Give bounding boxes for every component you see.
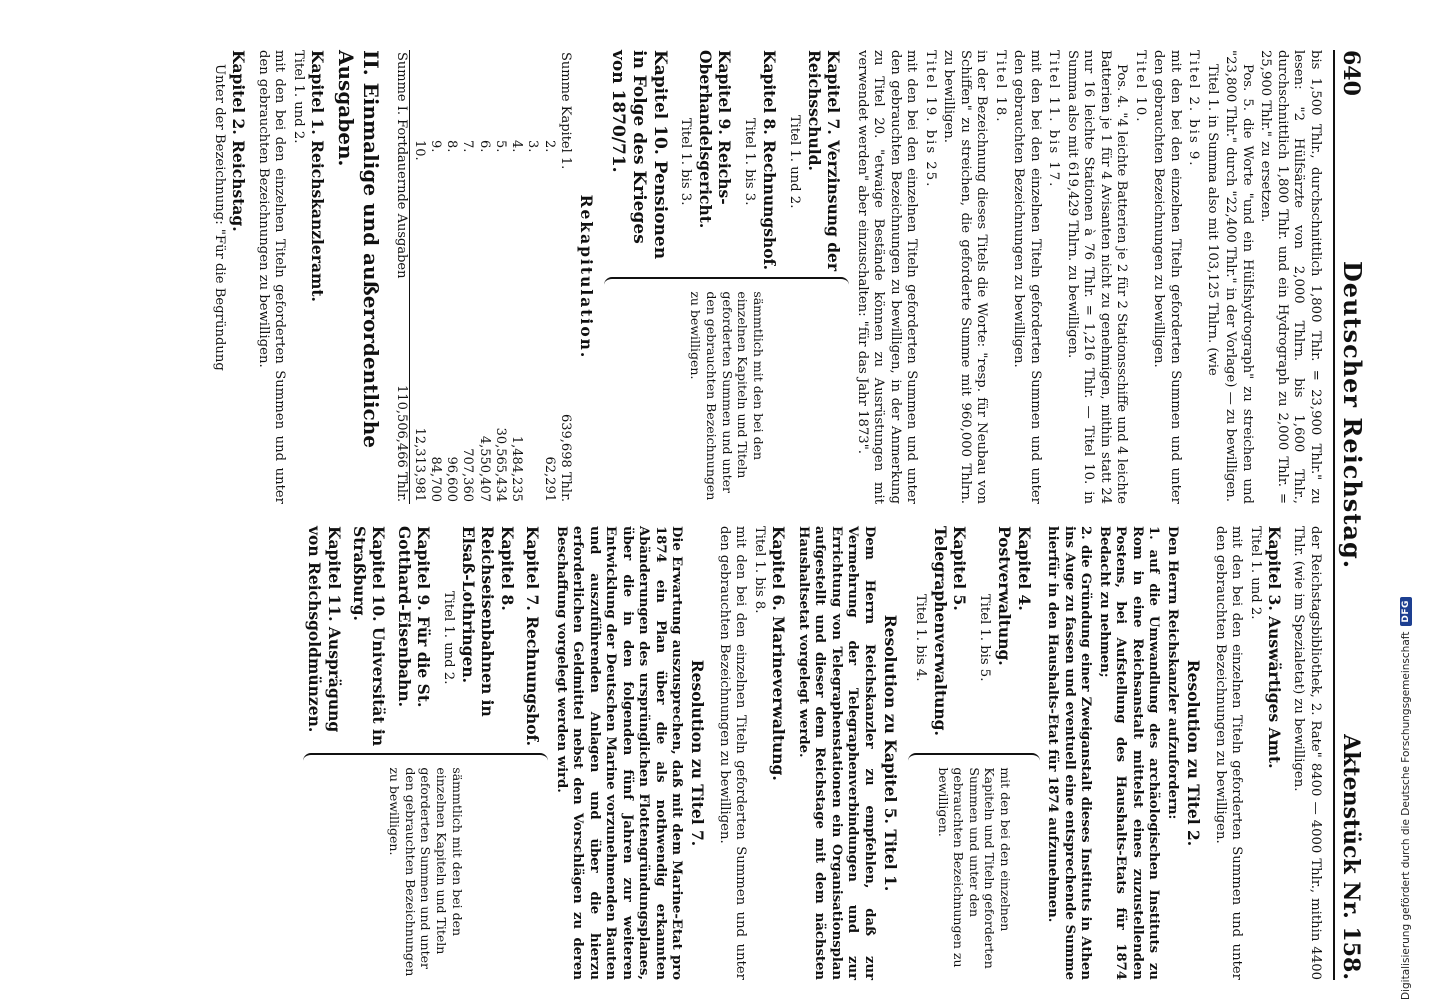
chapter-list: [908, 526, 1040, 749]
title-reference: Titel 2. bis 9.: [1186, 50, 1202, 168]
title-reference: Titel 1. und 2.: [290, 50, 306, 144]
recap-row: [476, 50, 492, 504]
page-header: [1333, 50, 1367, 980]
recap-value: [524, 348, 540, 504]
recap-heading: Rekapitulation.: [577, 194, 597, 360]
resolution-item: 1. auf die Umwandlung des archäologischen Instituts zu Rom in eine Reichsanstalt mittelst eines zuzustellenden Postens, bei Aufstellung des Haushalts-Etats für 1874 Bedacht zu nehmen;: [1096, 526, 1162, 980]
chapter-heading: Kapitel 10. Pensionen in Folge des Krieges von 1870/71.: [607, 50, 671, 260]
recap-row: [492, 50, 508, 504]
recap-value: 62,291: [541, 456, 557, 502]
recap-row: [508, 50, 524, 504]
resolution-heading: Resolution zu Titel 2.: [1184, 659, 1204, 847]
rotated-page: [75, 0, 1375, 1000]
chapter-heading: Kapitel 11. Ausprägung von Reichsgoldmünzen.: [305, 526, 344, 733]
recap-row: [524, 50, 540, 504]
paragraph: mit den bei den einzelnen Titeln geforderten Summen und unter den gebrauchten Bezeichnungen zu bewilligen.: [1011, 50, 1043, 504]
paragraph: Unter der Bezeichnung: "Für die Begründung: [212, 64, 227, 371]
recap-total-value: 110,506,466 Thlr.: [393, 348, 410, 504]
recap-label: 5.: [493, 140, 508, 153]
resolution-heading: Resolution zu Kapitel 5. Titel 1.: [881, 614, 901, 892]
credit-text: Digitalisierung gefördert durch die Deutsche Forschungsgemeinschaft: [1400, 631, 1412, 1000]
title-reference: Titel 1. und 2.: [786, 114, 802, 209]
resolution-text: Dem Herrn Reichskanzler zu empfehlen, daß zur Vermehrung der Telegraphenverbindungen und zur Errichtung von Telegraphenstationen ein Organisationsplan aufgestellt und dieser dem Reichstage mit dem nächsten Haushaltsetat vorgelegt werde.: [795, 526, 877, 980]
chapter-heading: Kapitel 9. Für die St. Gotthard-Eisenbahn.: [394, 526, 434, 708]
title-reference: Titel 19. bis 25.: [923, 50, 938, 189]
recap-value: 1,484,235: [509, 435, 525, 502]
recap-label: 2.: [541, 140, 557, 153]
resolution-text: Die Erwartung auszusprechen, daß mit dem Marine-Etat pro 1874 ein Plan über die als nothwendig erkannten Abänderungen des ursprünglichen Flottengründungsplanes, über die in den folgenden fünf Jahren zur weiteren Entwicklung der Deutschen Marine vorzunehmenden Bauten und auszuführenden Anlagen und über die hierzu erforderlichen Geldmittel nebst den Vorschlägen zu deren Beschaffung vorgelegt werden wird.: [553, 526, 685, 980]
chapter-group: [908, 526, 1040, 980]
paragraph: Titel 1. in Summa also mit 103,125 Thlrn. (wie: [1205, 64, 1220, 376]
recap-row: [443, 50, 459, 504]
chapter-heading: Kapitel 7. Verzinsung der Reichsschuld.: [805, 50, 844, 272]
paragraph: mit den bei den einzelnen Titeln geforderten Summen und unter den gebrauchten Bezeichnungen zu bewilligen.: [717, 526, 749, 980]
title-reference: Titel 10.: [1133, 50, 1148, 124]
page-number: 640: [1338, 50, 1364, 96]
recap-value: 30,565,434: [493, 427, 508, 502]
resolution-heading: Resolution zu Titel 7.: [688, 659, 708, 847]
recap-value: 12,313,981: [411, 427, 427, 502]
paragraph: Pos. 5. die Worte "und ein Hülfshydrograph" zu streichen und "23,800 Thlr." durch "22,400 Thlr." in der Vorlage) — zu bewilligen.: [1223, 50, 1255, 504]
recap-value: 707,360: [460, 448, 476, 502]
brace-text: sämmtlich mit den bei den einzelnen Kapiteln und Titeln geforderten Summen und unter den gebrauchten Bezeichnungen zu bewilligen.: [387, 767, 465, 977]
chapter-heading: Kapitel 8. Rechnungshof.: [760, 50, 780, 271]
paragraph: mit den bei den einzelnen Titeln geforderten Summen und unter den gebrauchten Bezeichnungen zu bewilligen.: [1151, 50, 1183, 504]
chapter-list: [303, 526, 548, 749]
recap-row: [427, 50, 443, 504]
title-reference: Titel 1. bis 8.: [752, 526, 767, 614]
paragraph: der Reichstagsbibliothek, 2. Rate" 8400 — 4000 Thlr., mithin 4400 Thlr. (wie im Spezialetat) zu bewilligen.: [1291, 526, 1323, 980]
resolution-intro: Den Herrn Reichskanzler aufzufordern:: [1164, 526, 1180, 820]
chapter-heading: Kapitel 3. Auswärtiges Amt.: [1265, 526, 1284, 769]
recap-row: [557, 50, 573, 504]
paragraph: mit den bei den einzelnen Titeln geforderten Summen und unter den gebrauchten Bezeichnungen zu bewilligen.: [255, 50, 288, 504]
recap-total-label: Summe I. Fortdauernde Ausgaben: [393, 50, 410, 348]
chapter-heading: Kapitel 1. Reichskanzleramt.: [308, 50, 328, 302]
recap-value: 84,700: [428, 456, 443, 502]
recap-label: 10.: [411, 140, 427, 161]
resolution-item: 2. die Gründung einer Zweiganstalt dieses Instituts in Athen ins Auge zu fassen und eventuell eine entsprechende Summe hierfür in den Haushalts-Etat für 1874 aufzunehmen.: [1045, 526, 1094, 980]
recap-table: [393, 50, 573, 504]
recap-value: 96,600: [444, 456, 460, 502]
document-number: Aktenstück Nr. 158.: [1338, 734, 1364, 980]
title-reference: Titel 1. bis 4.: [912, 593, 928, 682]
title-reference: Titel 1. bis 5.: [977, 593, 992, 682]
chapter-heading: Kapitel 6. Marineverwaltung.: [769, 526, 789, 781]
text-columns: [209, 50, 1324, 980]
dfg-logo: DFG: [1400, 597, 1412, 626]
recap-value: 639,698 Thlr.: [558, 413, 573, 502]
chapter-list: [604, 50, 849, 273]
curly-brace: [303, 753, 548, 763]
recap-label: 3.: [525, 140, 541, 153]
section-heading: II. Einmalige und außerordentliche Ausgaben.: [334, 50, 384, 448]
recap-row: [459, 50, 475, 504]
chapter-heading: Kapitel 7. Rechnungshof.: [523, 526, 543, 747]
right-column: [209, 526, 1324, 980]
recap-row: [541, 50, 557, 504]
paragraph: bis 1,500 Thlr., durchschnittlich 1,800 Thlr. = 23,900 Thlr." zu lesen: "2 Hülfsärzte von 2,000 Thlrn. bis 1,600 Thlr., durchschnittlich 1,800 Thlr. und ein Hydrograph zu 2,000 Thlr. = 25,900 Thlr." zu ersetzen.: [1258, 50, 1323, 504]
recap-label: 7.: [460, 140, 476, 153]
paragraph: Pos. 4. "4 leichte Batterien je 2 für 2 Stationsschiffe und 4 leichte Batterien je 1 für 4 Avisanten nicht zu genehmigen, mithin statt 24 nur 16 leichte Stationen à 76 Thlr. = 1,216 Thlr. — Titel 10. in Summa also mit 619,429 Thlrn. zu bewilligen.: [1065, 50, 1130, 504]
title-reference: Titel 18.: [993, 50, 1008, 124]
recap-label: 9.: [428, 140, 443, 153]
title-reference: Titel 1. bis 3.: [677, 117, 693, 206]
recap-label: 8.: [444, 140, 460, 153]
recap-label: Summe Kapitel 1.: [558, 52, 573, 170]
title-reference: Titel 11. bis 17.: [1046, 50, 1062, 189]
digitization-credit: [1400, 597, 1412, 1000]
curly-brace: [908, 753, 1040, 763]
paragraph: mit den bei den einzelnen Titeln geforderten Summen und unter den gebrauchten Bezeichnungen zu bewilligen, in der Anmerkung zu Titel 20. "etwaige Bestände können zu Ausrüstungen mit verwendet werden" aber einzuschalten: "für das Jahr 1873".: [855, 50, 920, 504]
chapter-heading: Kapitel 4. Postverwaltung.: [995, 526, 1034, 666]
chapter-heading: Kapitel 8. Reichseisenbahnen in Elsaß-Lothringen.: [459, 526, 517, 717]
brace-text: sämmtlich mit den bei den einzelnen Kapiteln und Titeln geforderten Summen und unter den gebrauchten Bezeichnungen zu bewilligen.: [688, 291, 766, 501]
recap-label: 6.: [476, 140, 492, 153]
chapter-group: [604, 50, 849, 504]
chapter-heading: Kapitel 2. Reichstag.: [229, 50, 249, 232]
recap-value: 4,550,407: [476, 435, 492, 502]
paragraph: in der Bezeichnung dieses Titels die Worte: "resp. für Neubau von Schiffen" zu streichen, die geforderte Summe mit 960,000 Thlrn. zu bewilligen.: [941, 50, 990, 504]
recap-total-row: [393, 50, 410, 504]
left-column: [209, 50, 1324, 504]
curly-brace: [604, 277, 849, 287]
paragraph: mit den bei den einzelnen Titeln geforderten Summen und unter den gebrauchten Bezeichnungen zu bewilligen.: [1212, 526, 1245, 980]
page-title: Deutscher Reichstag.: [1338, 260, 1367, 570]
brace-text: mit den bei den einzelnen Kapiteln und Titeln geforderten Summen und unter den gebrauchten Bezeichnungen zu bewilligen.: [935, 767, 1014, 969]
recap-row: [410, 50, 427, 504]
chapter-group: [303, 526, 548, 980]
chapter-heading: Kapitel 10. Universität in Straßburg.: [350, 526, 389, 747]
chapter-heading: Kapitel 5. Telegraphenverwaltung.: [931, 526, 970, 736]
title-reference: Titel 1. bis 3.: [741, 117, 757, 206]
title-reference: Titel 1. und 2.: [440, 590, 456, 685]
chapter-heading: Kapitel 9. Reichs-Oberhandelsgericht.: [696, 50, 735, 229]
title-reference: Titel 1. und 2.: [1247, 526, 1263, 620]
recap-label: 4.: [509, 140, 525, 153]
